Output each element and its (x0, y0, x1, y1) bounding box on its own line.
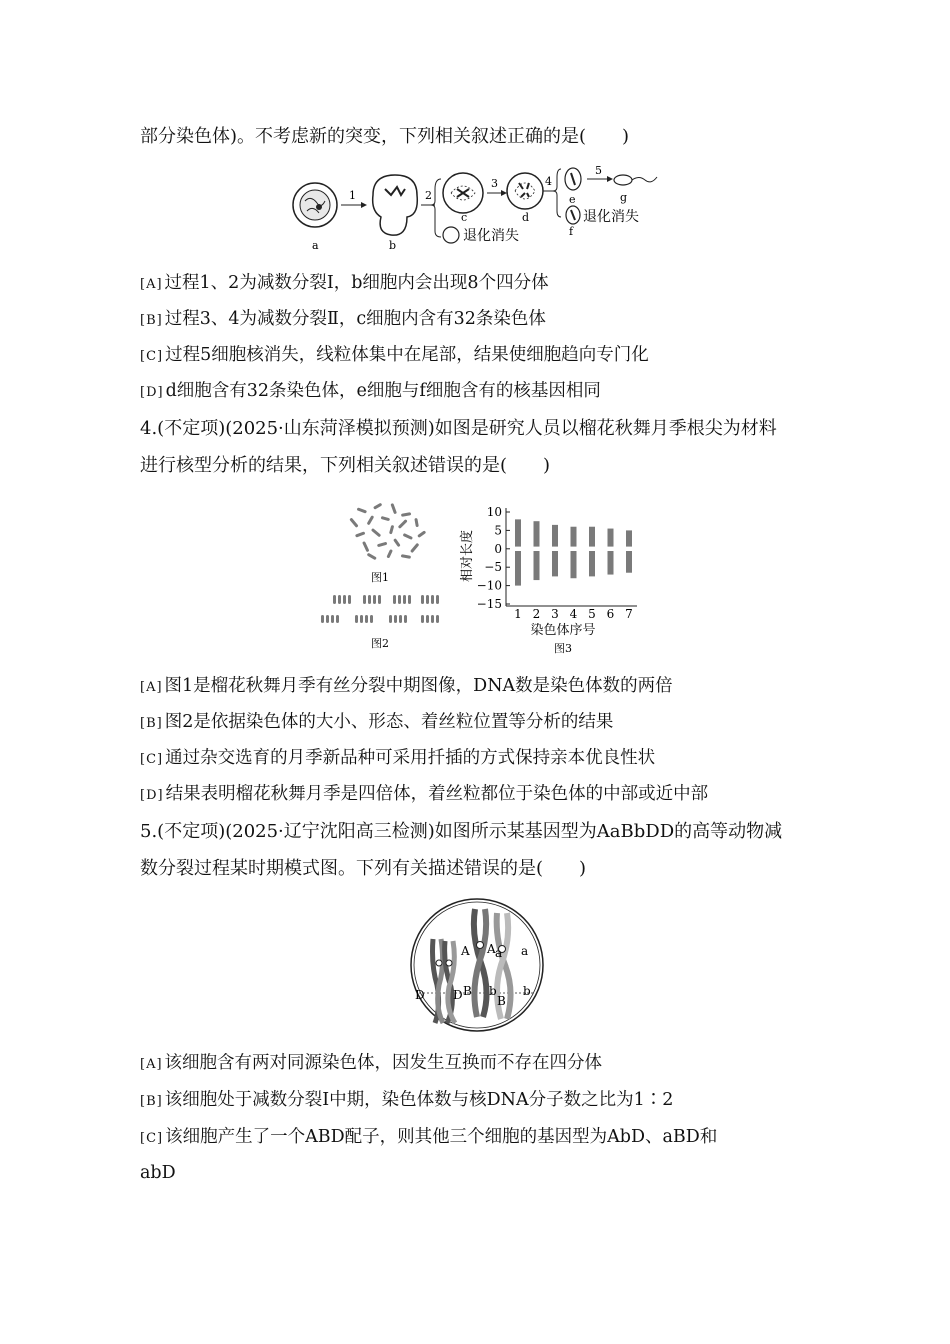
bar-upper-arm-6 (608, 529, 614, 547)
gene-b1: b (489, 984, 497, 998)
label-g: g (620, 191, 628, 204)
q4-option-d: [D] 结果表明榴花秋舞月季是四倍体，着丝粒都位于染色体的中部或近中部 (140, 784, 709, 804)
sperm-g (614, 175, 657, 185)
y-tick-label: −5 (484, 560, 502, 575)
bar-upper-arm-7 (626, 530, 632, 546)
q4-stem-line2: 进行核型分析的结果，下列相关叙述错误的是( ) (140, 455, 551, 476)
q3-option-d: [D] d细胞含有32条染色体，e细胞与f细胞含有的核基因相同 (140, 381, 601, 401)
x-tick-label: 7 (625, 607, 633, 621)
bar-lower-arm-1 (515, 551, 521, 586)
step-5: 5 (595, 165, 602, 177)
cell-c (443, 173, 483, 213)
bar-lower-arm-3 (552, 551, 558, 576)
bar-lower-arm-5 (589, 551, 595, 576)
bar-upper-arm-2 (534, 521, 540, 546)
cell-d (507, 173, 543, 209)
step-1: 1 (349, 189, 356, 202)
q3-option-a: [A] 过程1、2为减数分裂Ⅰ，b细胞内会出现8个四分体 (140, 273, 549, 293)
y-tick-label: 0 (494, 541, 502, 556)
gene-b2: b (523, 984, 531, 998)
x-tick-label: 6 (606, 607, 615, 621)
fig1-label: 图1 (371, 571, 389, 584)
bar-upper-arm-5 (589, 527, 595, 547)
gene-A1: A (461, 944, 470, 958)
q5-option-c-continued: abD (140, 1163, 176, 1183)
step-3: 3 (491, 177, 498, 190)
q4-option-a: [A] 图1是榴花秋舞月季有丝分裂中期图像，DNA数是染色体数的两倍 (140, 676, 673, 696)
label-c: c (461, 211, 468, 224)
gene-a2: a (521, 944, 529, 958)
label-f: f (569, 225, 574, 238)
step-4: 4 (545, 175, 552, 188)
x-tick-label: 3 (551, 607, 559, 621)
step-2: 2 (425, 189, 432, 202)
x-tick-label: 4 (569, 607, 578, 621)
bar-lower-arm-7 (626, 551, 632, 573)
chromosome-pair-d (433, 939, 456, 1023)
karyogram-rows (321, 595, 439, 623)
q5-option-b: [B] 该细胞处于减数分裂Ⅰ中期，染色体数与核DNA分子数之比为1∶2 (140, 1090, 674, 1110)
y-tick-label: 10 (486, 505, 502, 519)
q3-option-b: [B] 过程3、4为减数分裂Ⅱ，c细胞内含有32条染色体 (140, 309, 546, 329)
degenerate-note-2: 退化消失 (583, 209, 639, 225)
chart-xlabel: 染色体序号 (530, 623, 596, 638)
cell-a (293, 183, 337, 227)
q4-option-b: [B] 图2是依据染色体的大小、形态、着丝粒位置等分析的结果 (140, 712, 614, 732)
x-tick-label: 2 (532, 607, 541, 621)
fig2-label: 图2 (371, 637, 389, 650)
label-e: e (569, 193, 576, 206)
q5-option-a: [A] 该细胞含有两对同源染色体，因发生互换而不存在四分体 (140, 1053, 603, 1073)
bar-upper-arm-1 (515, 519, 521, 546)
q3-stem-tail: 部分染色体)。不考虑新的突变，下列相关叙述正确的是( ) (140, 126, 630, 147)
fig3-label: 图3 (554, 642, 572, 655)
gene-B1: B (463, 984, 472, 998)
bar-upper-arm-3 (552, 525, 558, 547)
gene-D2: D (453, 988, 463, 1002)
gene-B2: B (497, 994, 506, 1008)
bar-upper-arm-4 (571, 527, 577, 547)
cell-e (565, 168, 581, 190)
bar-lower-arm-4 (571, 551, 577, 578)
q4-option-c: [C] 通过杂交选育的月季新品种可采用扦插的方式保持亲本优良性状 (140, 748, 656, 768)
q3-option-c: [C] 过程5细胞核消失，线粒体集中在尾部，结果使细胞趋向专门化 (140, 345, 649, 365)
y-tick-label: −10 (476, 578, 502, 593)
chart-ylabel: 相对长度 (460, 529, 475, 582)
relative-length-chart (455, 500, 645, 658)
gene-a1: a (495, 946, 503, 960)
y-tick-label: 5 (494, 523, 502, 538)
label-d: d (522, 211, 530, 224)
meiosis-cell-figure (405, 895, 550, 1035)
spermatogenesis-figure (285, 165, 665, 253)
gene-A2: A (487, 942, 496, 956)
degenerate-note-1: 退化消失 (463, 228, 519, 244)
y-tick-label: −15 (476, 597, 502, 611)
gene-D1: D (415, 988, 425, 1002)
q5-stem-line1: 5.(不定项)(2025·辽宁沈阳高三检测)如图所示某基因型为AaBbDD的高等动物减 (140, 821, 783, 842)
metaphase-spread (349, 503, 426, 561)
label-a: a (312, 239, 319, 252)
q5-stem-line2: 数分裂过程某时期模式图。下列有关描述错误的是( ) (140, 858, 587, 879)
label-b: b (389, 239, 397, 252)
bar-lower-arm-2 (534, 551, 540, 580)
x-tick-label: 1 (514, 607, 522, 621)
q4-stem-line1: 4.(不定项)(2025·山东菏泽模拟预测)如图是研究人员以榴花秋舞月季根尖为材料 (140, 418, 777, 439)
x-tick-label: 5 (588, 607, 596, 621)
bar-lower-arm-6 (608, 551, 614, 575)
q5-option-c: [C] 该细胞产生了一个ABD配子，则其他三个细胞的基因型为AbD、aBD和 (140, 1127, 718, 1147)
karyotype-figure (305, 495, 460, 655)
cell-b (373, 175, 418, 235)
